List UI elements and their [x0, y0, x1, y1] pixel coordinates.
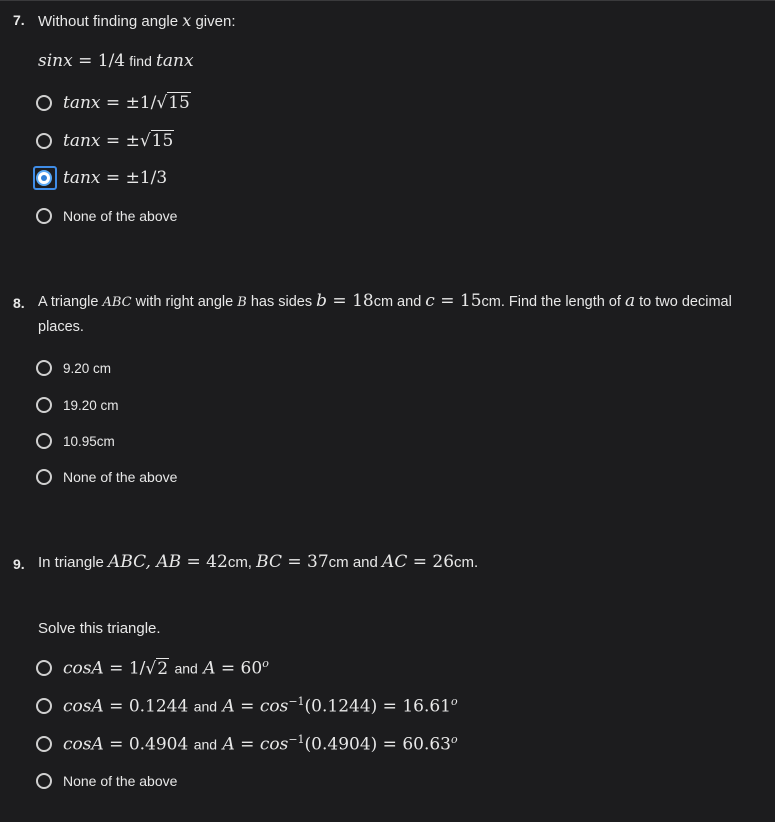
radio-button[interactable] — [36, 208, 52, 224]
radio-button[interactable] — [36, 469, 52, 485]
radio-button[interactable] — [36, 360, 52, 376]
question-number: 9. — [13, 556, 25, 572]
option-8d[interactable] — [36, 463, 177, 491]
radio-button[interactable] — [36, 698, 52, 714]
option-7a[interactable]: tanx = ±1/√15 — [36, 89, 191, 117]
option-7c[interactable]: tanx = ±1/3 — [36, 164, 167, 192]
option-9c[interactable]: cosA = 0.4904 and $A = \cos^{-1}(0.4904) = 60.63^o$ — [36, 730, 458, 758]
question-text: Without finding angle x given: — [38, 11, 236, 30]
option-9b[interactable]: cosA = 0.1244 and $A = \cos^{-1}(0.1244) = 16.61^o$ — [36, 692, 458, 720]
question-instruction: Solve this triangle. — [38, 620, 161, 637]
option-label: 19.20 cm — [63, 397, 119, 413]
question-number: 7. — [13, 12, 25, 28]
option-9a[interactable]: cosA = 1/√2 and $A = 60^o$ — [36, 654, 269, 682]
question-given: sinx = 1/4 find tanx — [38, 51, 194, 71]
question-text: A triangle ABC with right angle B has sides b = 18cm and c = 15cm. Find the length of a to two decimal places. — [38, 291, 732, 335]
radio-button[interactable] — [36, 736, 52, 752]
radio-button[interactable] — [36, 660, 52, 676]
radio-button[interactable] — [36, 773, 52, 789]
option-8b[interactable] — [36, 391, 119, 419]
radio-button[interactable] — [36, 133, 52, 149]
option-label: None of the above — [63, 773, 178, 789]
option-8c[interactable] — [36, 427, 115, 455]
radio-button[interactable] — [36, 433, 52, 449]
option-8a[interactable] — [36, 354, 111, 382]
question-text: In triangle ABC, AB = 42cm, BC = 37cm and AC = 26cm. — [38, 552, 479, 572]
option-7d[interactable] — [36, 202, 177, 230]
option-9d[interactable] — [36, 767, 177, 795]
question-number: 8. — [13, 295, 25, 311]
option-label: None of the above — [63, 208, 178, 224]
top-divider — [0, 0, 775, 1]
radio-button-selected[interactable] — [36, 170, 52, 186]
option-label: 10.95cm — [63, 433, 115, 449]
option-label: 9.20 cm — [63, 360, 112, 376]
option-label: None of the above — [63, 469, 178, 485]
radio-button[interactable] — [36, 397, 52, 413]
option-7b[interactable]: tanx = ±√15 — [36, 127, 174, 155]
radio-button[interactable] — [36, 95, 52, 111]
